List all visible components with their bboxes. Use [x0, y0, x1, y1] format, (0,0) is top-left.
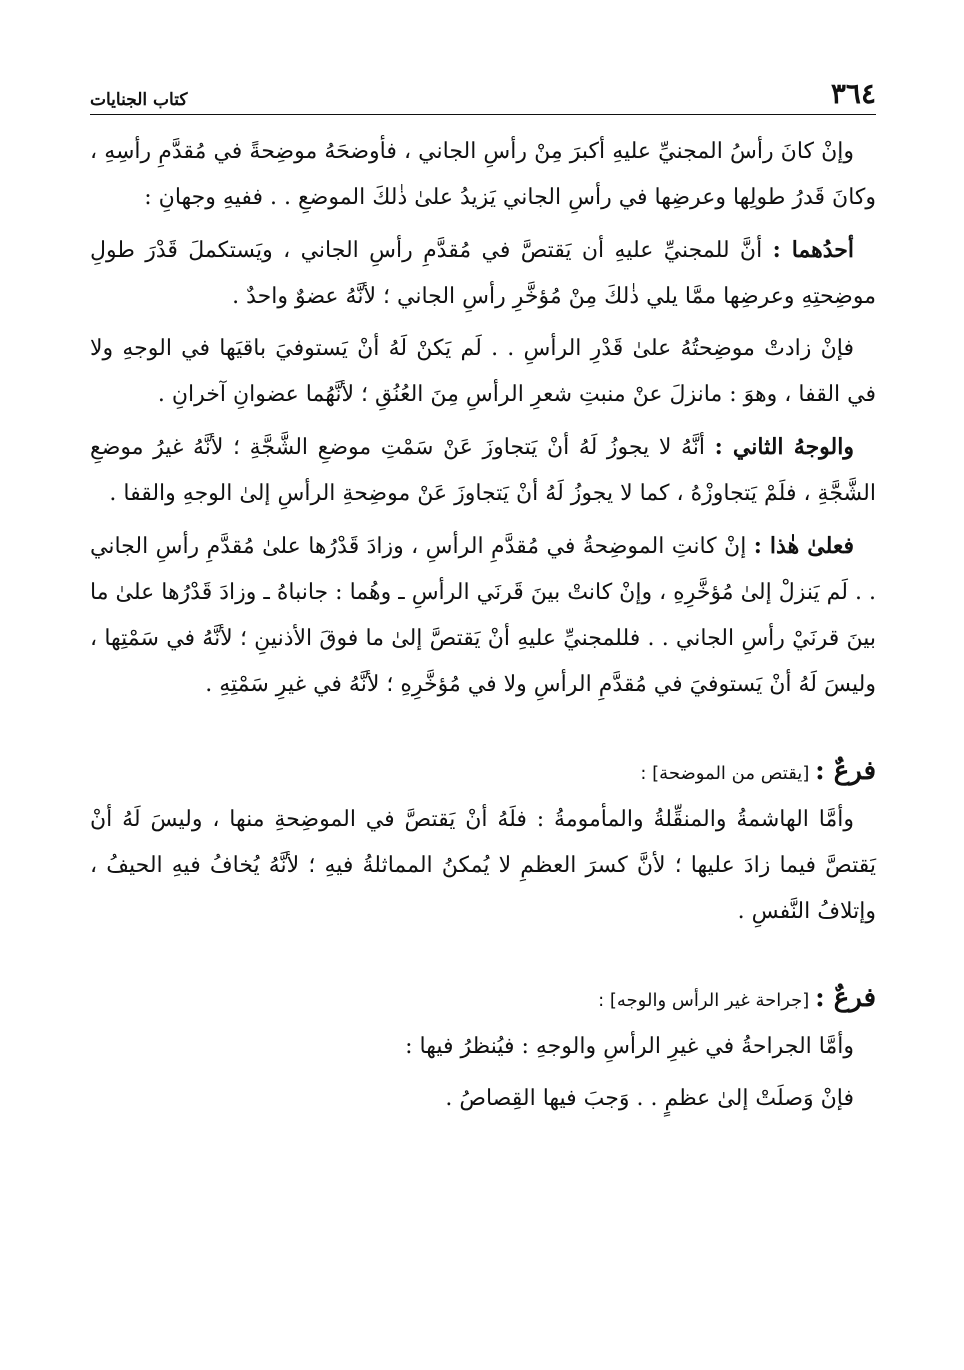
far-2-line-2-text: فإنْ وَصلَتْ إلىٰ عظمٍ . . وَجبَ فيها القِصاصُ . [445, 1086, 854, 1111]
far-1-title: [يقتص من الموضحة] : [640, 763, 816, 784]
paragraph-2-text: أنَّ للمجنيِّ عليهِ أن يَقتصَّ في مُقدَّمِ رأسِ الجاني ، ويَستكملَ قَدْرَ طولِ موضِحتِهِ وعرضِها ممَّا يلي ذٰلكَ مِنْ مُؤخَّرِ رأسِ الجاني ؛ لأنَّهُ عضوٌ واحدٌ . [90, 238, 876, 309]
paragraph-5-text: إنْ كانتِ الموضِحةُ في مُقدَّمِ الرأسِ ، وزادَ قَدْرُها علىٰ مُقدَّمِ رأسِ الجاني . . لَم يَنزلْ إلىٰ مُؤخَّرِهِ ، وإنْ كانتْ بينَ قَرنَي الرأسِ ـ وهُما : جانباهُ ـ وزادَ قَدْرُها علىٰ ما بينَ قرنَيْ رأسِ الجاني . . فللمجنيِّ عليهِ أنْ يَقتصَّ إلىٰ ما فوقَ الأذنينِ ؛ لأنَّهُ في سَمْتِها ، وليسَ لَهُ أنْ يَستوفيَ في مُقدَّمِ الرأسِ ولا في مُؤخَّرِهِ ؛ لأنَّهُ في غيرِ سَمْتِهِ . [90, 534, 876, 697]
page-number: ٣٦٤ [830, 77, 876, 110]
paragraph-2-lead: أحدُهما : [772, 237, 854, 263]
far-2-line-1-text: وأمَّا الجراحةُ في غيرِ الرأسِ والوجهِ : فيُنظرُ فيها : [405, 1034, 854, 1059]
paragraph-4 [90, 424, 876, 517]
far-heading-2 [90, 975, 876, 1024]
paragraph-1-text: وإنْ كانَ رأسُ المجنيِّ عليهِ أكبرَ مِنْ رأسِ الجاني ، فأوضحَهُ موضِحةً في مُقدَّمِ رأسِهِ ، وكانَ قَدرُ طولِها وعرضِها في رأسِ الجاني يَزيدُ علىٰ ذٰلكَ الموضعِ . . ففيهِ وجهانِ : [90, 139, 876, 210]
far-2-line-1 [90, 1024, 876, 1070]
paragraph-4-text: أنَّهُ لا يجوزُ لَهُ أنْ يَتجاوزَ عَنْ سَمْتِ موضعِ الشَّجَّةِ ؛ لأنَّهُ غيرُ موضعِ الشَّجَّةِ ، فلَمْ يَتجاوزْهُ ، كما لا يجوزُ لَهُ أنْ يَتجاوزَ عَنْ موضِحةِ الرأسِ إلىٰ الوجهِ والقفا . [90, 435, 876, 506]
far-1-text: وأمَّا الهاشمةُ والمنقِّلةُ والمأمومةُ : فلَهُ أنْ يَقتصَّ في الموضِحةِ منها ، وليسَ لَهُ أنْ يَقتصَّ فيما زادَ عليها ؛ لأنَّ كسرَ العظمِ لا يُمكنُ المماثلةُ فيهِ ؛ لأنَّهُ يُخافُ فيهِ الحيفُ ، وإتلافُ النَّفسِ . [90, 807, 876, 924]
page [90, 70, 876, 1128]
page-header [90, 70, 876, 115]
paragraph-2 [90, 227, 876, 320]
paragraph-5-lead: فعلىٰ هٰذا : [753, 533, 854, 559]
paragraph-1 [90, 129, 876, 221]
far-heading-1 [90, 748, 876, 797]
far-2-line-2 [90, 1076, 876, 1122]
spacer [90, 941, 876, 975]
paragraph-3 [90, 326, 876, 418]
paragraph-4-lead: والوجهُ الثاني : [714, 434, 854, 460]
book-title: كتاب الجنايات [90, 90, 188, 110]
paragraph-3-text: فإنْ زادتْ موضِحتُهُ علىٰ قَدْرِ الرأسِ . . لَم يَكنْ لَهُ أنْ يَستوفيَ باقيَها في الوجهِ ولا في القفا ، وهوَ : مانزلَ عنْ منبتِ شعرِ الرأسِ مِنَ العُنُقِ ؛ لأنَّهُما عضوانِ آخرانِ . [90, 336, 876, 407]
paragraph-5 [90, 523, 876, 708]
spacer [90, 714, 876, 748]
far-1-paragraph [90, 797, 876, 935]
far-1-word: فرعٌ : [815, 756, 876, 786]
far-2-word: فرعٌ : [815, 983, 876, 1013]
far-2-title: [جراحة غير الرأس والوجه] : [598, 990, 816, 1011]
